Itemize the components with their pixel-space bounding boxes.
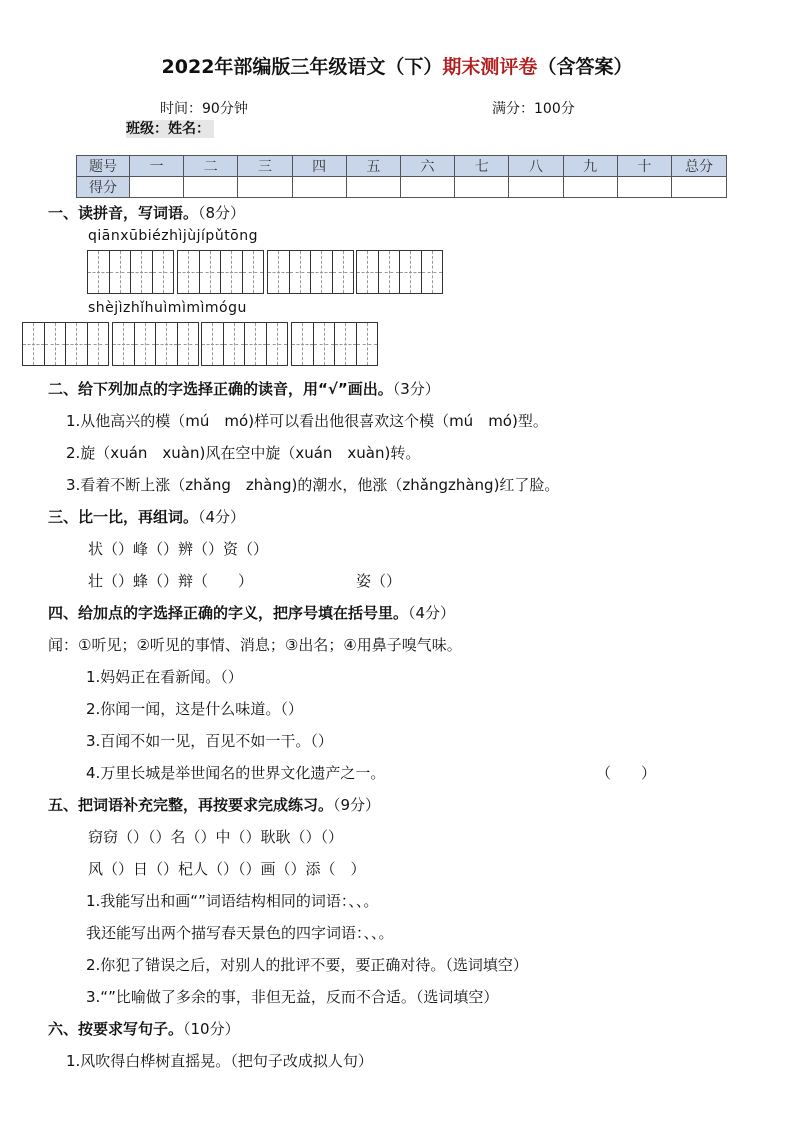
score-cell[interactable] — [346, 177, 400, 198]
idiom-row-2: 风（）日（）杞人（）（）画（）添（ ） — [88, 860, 366, 878]
header-cell: 五 — [346, 156, 400, 177]
writing-box[interactable] — [267, 250, 354, 294]
score-cell[interactable] — [563, 177, 617, 198]
score-cell[interactable] — [292, 177, 346, 198]
question-2-2: 2.旋（xuán xuàn)风在空中旋（xuán xuàn)转。 — [66, 444, 421, 462]
header-cell: 六 — [400, 156, 454, 177]
score-row-label: 得分 — [77, 177, 130, 198]
class-name-field[interactable]: 班级：姓名： — [126, 118, 214, 138]
question-4-3: 3.百闻不如一见，百见不如一干。（） — [86, 732, 333, 750]
score-cell[interactable] — [617, 177, 671, 198]
score-cell[interactable] — [184, 177, 238, 198]
header-cell: 四 — [292, 156, 346, 177]
score-row — [77, 177, 727, 198]
writing-box[interactable] — [356, 250, 443, 294]
page-title — [0, 52, 794, 79]
header-cell: 九 — [563, 156, 617, 177]
question-2-1: 1.从他高兴的模（mú mó)样可以看出他很喜欢这个模（mú mó)型。 — [66, 412, 548, 430]
question-6-1: 1.风吹得白桦树直摇晃。（把句子改成拟人句） — [66, 1052, 373, 1070]
score-cell[interactable] — [238, 177, 292, 198]
writing-box[interactable] — [291, 322, 378, 366]
question-2-3: 3.看着不断上涨（zhǎng zhàng)的潮水，他涨（zhǎngzhàng)红了脸。 — [66, 476, 560, 494]
section-5-heading: 五、把词语补充完整，再按要求完成练习。（9分） — [48, 796, 381, 814]
score-cell[interactable] — [672, 177, 727, 198]
title-highlight: 期末测评卷 — [442, 56, 538, 78]
exam-time: 时间：90分钟 — [160, 101, 248, 117]
question-5-3: 3.“”比喻做了多余的事，非但无益，反而不合适。（选词填空） — [86, 988, 499, 1006]
header-cell: 题号 — [77, 156, 130, 177]
header-cell: 十 — [617, 156, 671, 177]
writing-box[interactable] — [201, 322, 288, 366]
pinyin-row-1: qiānxūbiézhìjùjípǔtōng — [88, 228, 259, 244]
question-5-1b: 我还能写出两个描写春天景色的四字词语：、、。 — [86, 924, 394, 942]
section-6-heading: 六、按要求写句子。（10分） — [48, 1020, 240, 1038]
compare-row-2-extra: 姿（） — [356, 572, 402, 590]
writing-box[interactable] — [177, 250, 264, 294]
header-cell: 一 — [130, 156, 184, 177]
header-cell: 八 — [509, 156, 563, 177]
score-cell[interactable] — [509, 177, 563, 198]
header-cell: 二 — [184, 156, 238, 177]
full-score: 满分：100分 — [492, 101, 575, 117]
question-5-1: 1.我能写出和画“”词语结构相同的词语：、、。 — [86, 892, 379, 910]
idiom-row-1: 窃窃（）（）名（）中（）耿耿（）（） — [88, 828, 344, 846]
section-1-heading: 一、读拼音，写词语。（8分） — [48, 204, 246, 222]
score-cell[interactable] — [400, 177, 454, 198]
header-cell: 七 — [455, 156, 509, 177]
section-2-heading: 二、给下列加点的字选择正确的读音，用“√”画出。（3分） — [48, 380, 440, 398]
section-4-heading: 四、给加点的字选择正确的字义，把序号填在括号里。（4分） — [48, 604, 456, 622]
pinyin-row-2: shèjìzhǐhuìmìmìmógu — [88, 300, 247, 316]
writing-box[interactable] — [22, 322, 109, 366]
header-cell: 总分 — [672, 156, 727, 177]
question-4-4: 4.万里长城是举世闻名的世界文化遗产之一。 — [86, 764, 386, 782]
question-5-2: 2.你犯了错误之后，对别人的批评不要，要正确对待。（选词填空） — [86, 956, 528, 974]
section-3-heading: 三、比一比，再组词。（4分） — [48, 508, 246, 526]
score-table — [76, 155, 727, 198]
score-cell[interactable] — [130, 177, 184, 198]
header-cell: 三 — [238, 156, 292, 177]
question-4-2: 2.你闻一闻，这是什么味道。（） — [86, 700, 303, 718]
answer-paren: （ ） — [596, 764, 657, 782]
writing-box[interactable] — [112, 322, 199, 366]
writing-box[interactable] — [87, 250, 174, 294]
title-tail: （含答案） — [537, 56, 633, 78]
title-main: 2022年部编版三年级语文（下） — [161, 56, 443, 78]
word-definitions: 闻：①听见；②听见的事情、消息；③出名；④用鼻子嗅气味。 — [48, 636, 462, 654]
question-4-1: 1.妈妈正在看新闻。（） — [86, 668, 243, 686]
score-table-header — [77, 156, 727, 177]
compare-row-1: 状（）峰（）辨（）资（） — [88, 540, 269, 558]
compare-row-2: 壮（）蜂（）辩（ ） — [88, 572, 254, 590]
score-cell[interactable] — [455, 177, 509, 198]
